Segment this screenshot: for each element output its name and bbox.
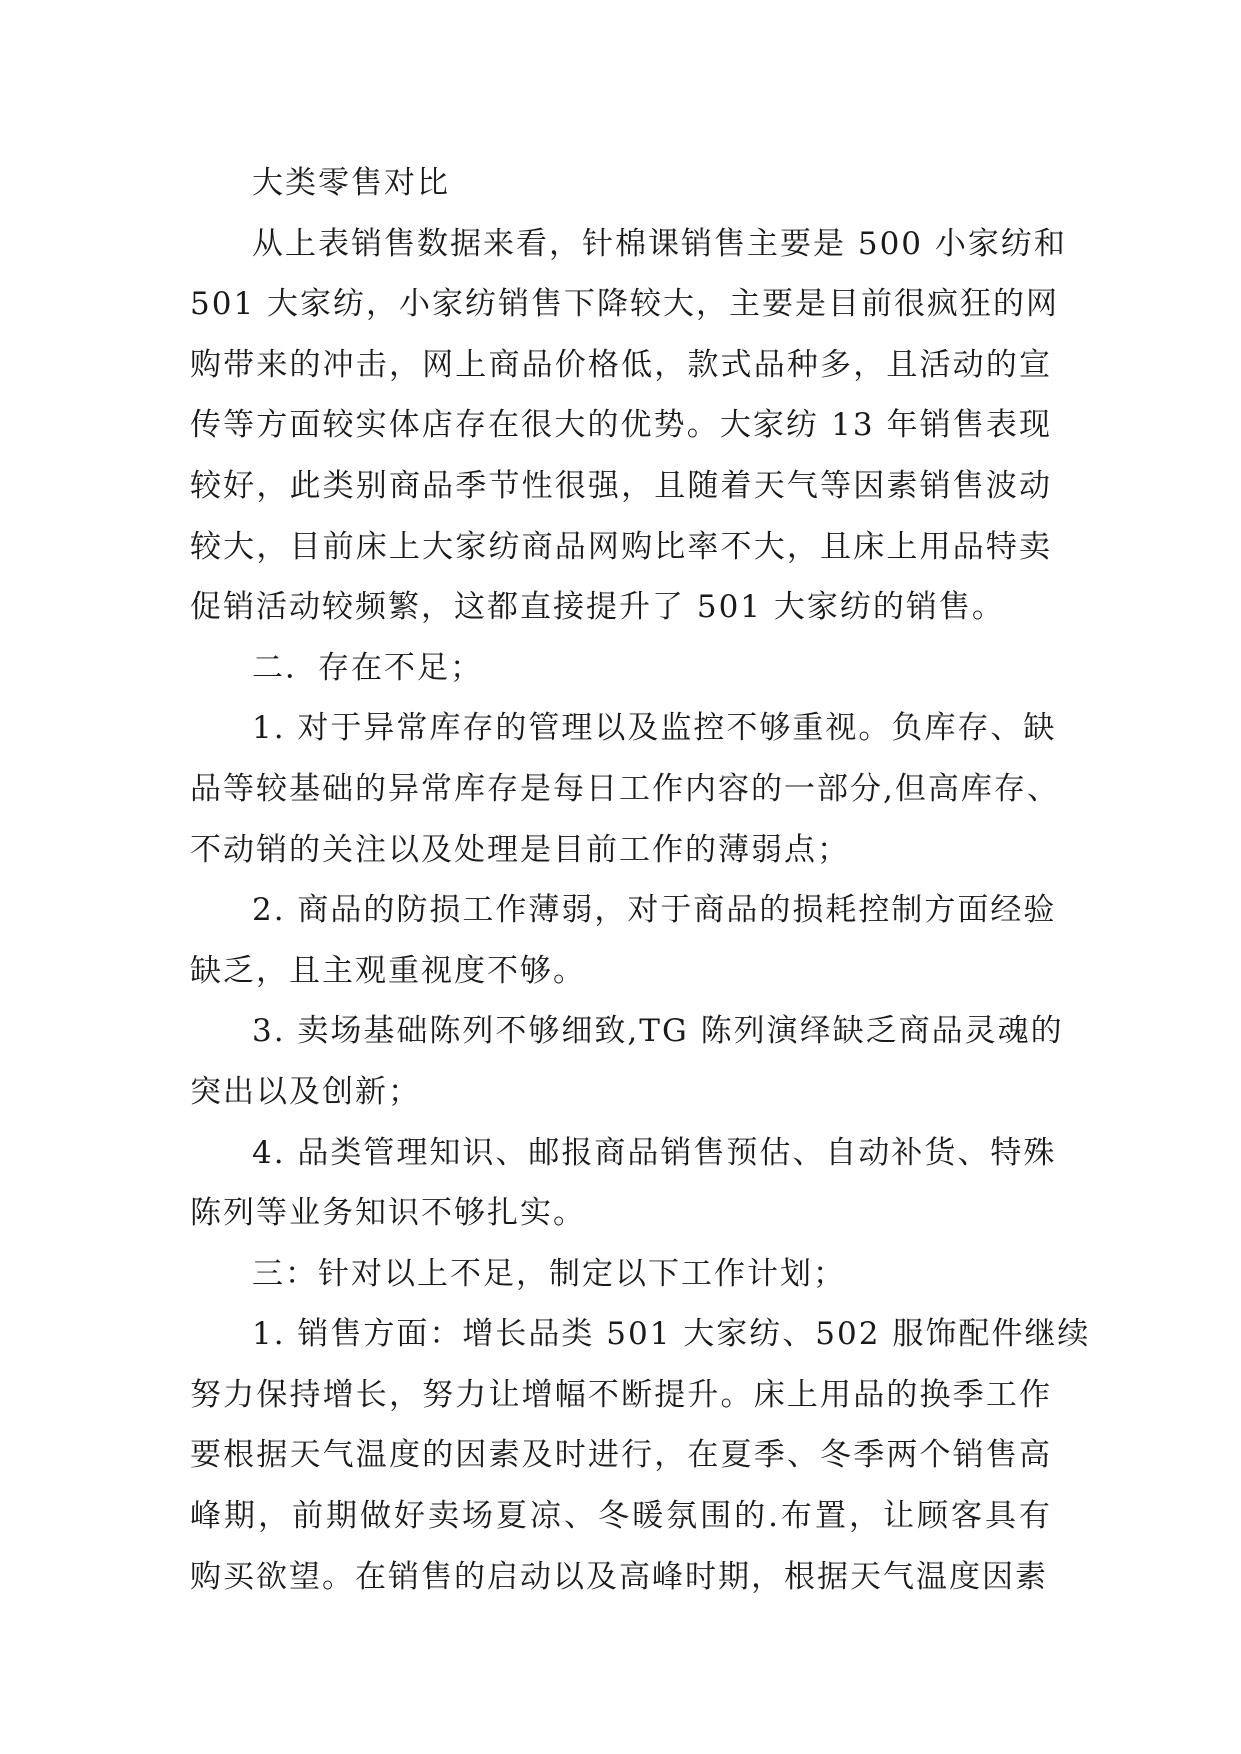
paragraph-section-3-heading: [190, 1244, 1052, 1305]
text-line: 4. 品类管理知识、邮报商品销售预估、自动补货、特殊: [252, 1134, 1057, 1171]
text-line: 三：针对以上不足，制定以下工作计划；: [252, 1255, 846, 1292]
text-line: 501 大家纺，小家纺销售下降较大，主要是目前很疯狂的网: [190, 286, 1060, 323]
paragraph-section-2-heading: [190, 638, 1052, 699]
text-line: 不动销的关注以及处理是目前工作的薄弱点；: [190, 831, 850, 868]
text-line: 促销活动较频繁，这都直接提升了 501 大家纺的销售。: [190, 589, 1005, 626]
paragraph-shortcoming-3: [190, 1001, 1064, 1122]
text-line: 较大，目前床上大家纺商品网购比率不大，且床上用品特卖: [190, 528, 1052, 565]
paragraph-shortcoming-2: [190, 880, 1057, 1001]
text-line: 购带来的冲击，网上商品价格低，款式品种多，且活动的宣: [190, 346, 1052, 383]
text-line: 二．存在不足；: [252, 649, 483, 686]
paragraph-sales-analysis: [190, 214, 1067, 638]
text-line: 从上表销售数据来看，针棉课销售主要是 500 小家纺和: [252, 225, 1067, 262]
text-line: 大类零售对比: [252, 165, 450, 201]
text-line: 突出以及创新；: [190, 1073, 421, 1110]
paragraph-shortcoming-4: [190, 1123, 1057, 1244]
paragraph-shortcoming-1: [190, 698, 1060, 880]
document-body: [190, 153, 1091, 1607]
text-line: 努力保持增长，努力让增幅不断提升。床上用品的换季工作: [190, 1376, 1052, 1413]
text-line: 品等较基础的异常库存是每日工作内容的一部分,但高库存、: [190, 770, 1060, 807]
text-line: 传等方面较实体店存在很大的优势。大家纺 13 年销售表现: [190, 407, 1052, 444]
text-line: 陈列等业务知识不够扎实。: [190, 1195, 586, 1232]
text-line: 缺乏，且主观重视度不够。: [190, 952, 586, 989]
text-line: 1. 对于异常库存的管理以及监控不够重视。负库存、缺: [252, 710, 1057, 747]
paragraph-heading-category-comparison: [190, 153, 1052, 214]
text-line: 3. 卖场基础陈列不够细致,TG 陈列演绎缺乏商品灵魂的: [252, 1013, 1064, 1050]
paragraph-plan-1: [190, 1304, 1091, 1607]
text-line: 购买欲望。在销售的启动以及高峰时期，根据天气温度因素: [190, 1558, 1048, 1595]
text-line: 2. 商品的防损工作薄弱，对于商品的损耗控制方面经验: [252, 892, 1057, 929]
text-line: 1. 销售方面：增长品类 501 大家纺、502 服饰配件继续: [252, 1316, 1091, 1353]
text-line: 峰期，前期做好卖场夏凉、冬暖氛围的.布置，让顾客具有: [190, 1498, 1052, 1535]
text-line: 较好，此类别商品季节性很强，且随着天气等因素销售波动: [190, 467, 1052, 504]
text-line: 要根据天气温度的因素及时进行，在夏季、冬季两个销售高: [190, 1437, 1052, 1474]
